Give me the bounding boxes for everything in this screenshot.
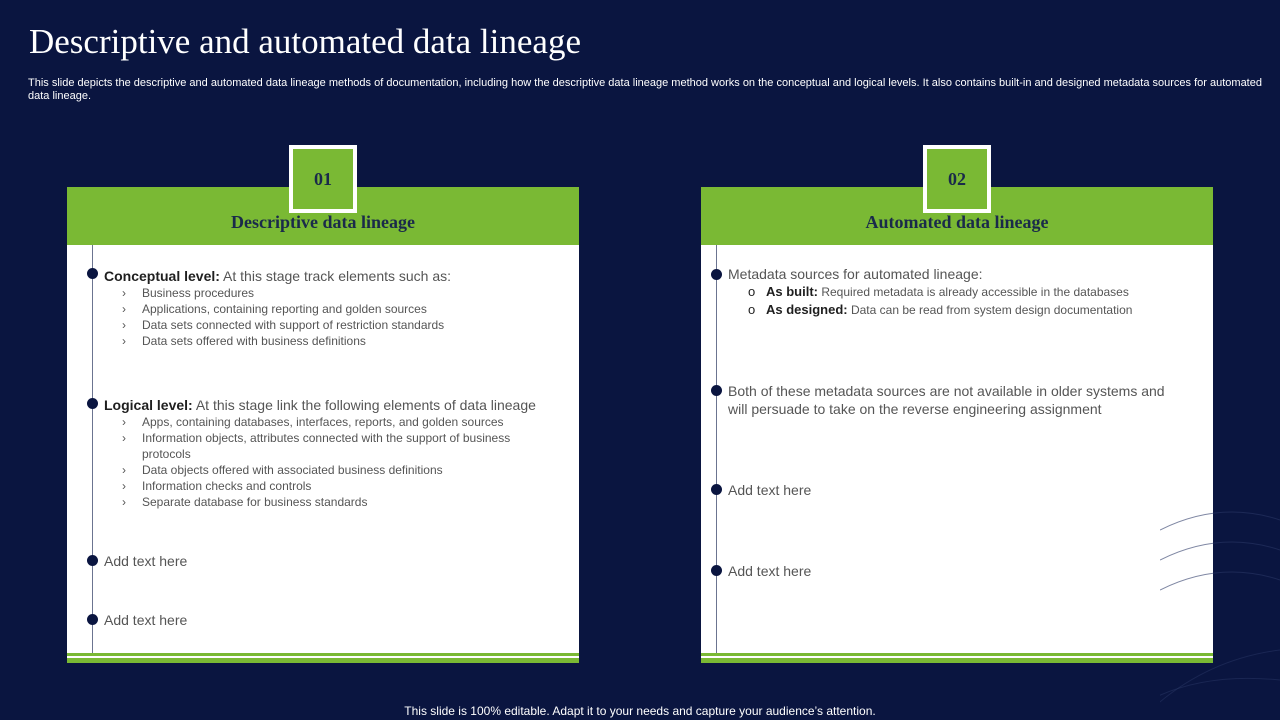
logical-level-section [104, 396, 564, 510]
list-item: o As built: Required metadata is already accessible in the databases [748, 284, 1129, 299]
card-title: Automated data lineage [865, 212, 1049, 232]
chevron-right-icon: › [122, 415, 126, 429]
sub-list [728, 283, 1198, 319]
timeline-line [716, 245, 717, 653]
circle-bullet-icon: o [748, 284, 756, 299]
list-item: › Data sets connected with support of restriction standards [122, 318, 445, 332]
timeline-line [92, 245, 93, 653]
slide-subtitle: This slide depicts the descriptive and automated data lineage methods of documentation, including how the descriptive data lineage method works on the conceptual and logical levels. It also contains built-in and designed metadata sources for automated data lineage. [28, 77, 1262, 102]
section-label: Logical level: [104, 397, 193, 413]
timeline-dot-icon [712, 270, 721, 279]
list-item: › Applications, containing reporting and golden sources [122, 302, 427, 316]
item-label: As designed: [766, 302, 848, 317]
placeholder-text: Add text here [104, 612, 188, 628]
list-item: › Separate database for business standards [122, 495, 368, 509]
card-header [67, 168, 579, 245]
card-number-badge: 02 [923, 145, 991, 213]
metadata-sources-section [728, 265, 1198, 319]
list-item: › Data objects offered with associated business definitions [122, 463, 443, 477]
list-item: o As designed: Data can be read from system design documentation [748, 302, 1133, 317]
section-label: Conceptual level: [104, 268, 220, 284]
chevron-right-icon: › [122, 318, 126, 332]
sub-list [104, 285, 564, 349]
timeline-dot-icon [88, 399, 97, 408]
section-text: At this stage track elements such as: [219, 268, 452, 284]
card-footer-bar [701, 653, 1213, 663]
chevron-right-icon: › [122, 302, 126, 316]
item-label: As built: [766, 284, 818, 299]
slide-footer: This slide is 100% editable. Adapt it to your needs and capture your audience’s attention. [404, 704, 876, 718]
timeline-dot-icon [88, 556, 97, 565]
list-item: › Data sets offered with business definitions [122, 334, 366, 348]
list-item: › Information checks and controls [122, 479, 312, 493]
list-item: › Business procedures [122, 286, 255, 300]
timeline-dot-icon [88, 615, 97, 624]
list-item: › Information objects, attributes connected with the support of business protocols [122, 431, 511, 461]
section-heading [104, 396, 564, 414]
list-item: › Apps, containing databases, interfaces, reports, and golden sources [122, 415, 504, 429]
decorative-waves-icon [1160, 490, 1280, 720]
card-title: Descriptive data lineage [231, 212, 415, 232]
slide-title: Descriptive and automated data lineage [29, 22, 581, 61]
section-text: Both of these metadata sources are not available in older systems and will persuade to take on the reverse engineering assignment [728, 383, 1165, 417]
chevron-right-icon: › [122, 495, 126, 509]
card-header [701, 168, 1213, 245]
section-text: At this stage link the following elements of data lineage [192, 397, 536, 413]
timeline-dot-icon [88, 269, 97, 278]
timeline-dot-icon [712, 566, 721, 575]
timeline-dot-icon [712, 386, 721, 395]
placeholder-text: Add text here [728, 563, 812, 579]
card-footer-bar [67, 653, 579, 663]
card-descriptive-lineage [67, 168, 579, 663]
conceptual-level-section [104, 267, 564, 349]
section-heading [104, 267, 564, 285]
placeholder-text: Add text here [104, 553, 188, 569]
chevron-right-icon: › [122, 431, 126, 445]
card-automated-lineage [701, 168, 1213, 663]
chevron-right-icon: › [122, 286, 126, 300]
timeline-dot-icon [712, 485, 721, 494]
circle-bullet-icon: o [748, 302, 756, 317]
chevron-right-icon: › [122, 479, 126, 493]
section-text: Metadata sources for automated lineage: [728, 266, 983, 282]
sub-list [104, 414, 524, 510]
chevron-right-icon: › [122, 463, 126, 477]
card-number-badge: 01 [289, 145, 357, 213]
placeholder-text: Add text here [728, 482, 812, 498]
chevron-right-icon: › [122, 334, 126, 348]
